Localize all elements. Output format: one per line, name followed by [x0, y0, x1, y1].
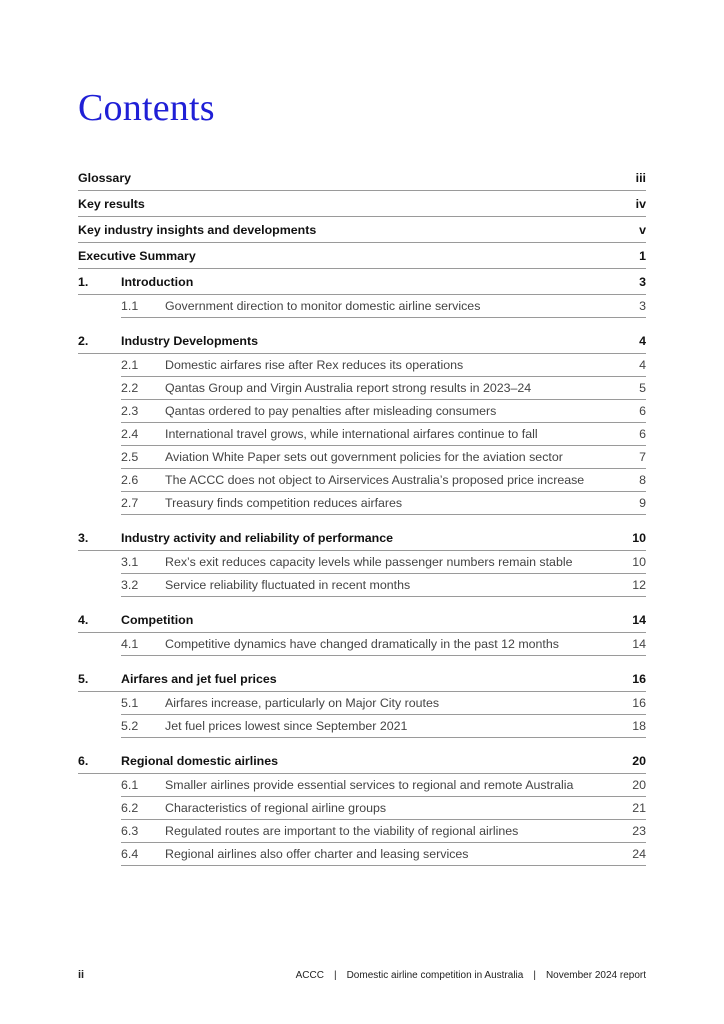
- toc-subsection-6-2[interactable]: [121, 797, 646, 820]
- subsection-label: Airfares increase, particularly on Major City routes: [165, 696, 440, 710]
- subsection-number: 2.1: [121, 358, 139, 372]
- subsection-number: 2.7: [121, 496, 139, 510]
- subsection-page: 16: [632, 696, 646, 710]
- footer-date: November 2024 report: [545, 969, 646, 981]
- subsection-page: 10: [632, 555, 646, 569]
- toc-entry-label: Key industry insights and developments: [78, 222, 317, 237]
- subsection-page: 12: [632, 578, 646, 592]
- page-title: Contents: [78, 87, 215, 129]
- subsection-number: 6.4: [121, 847, 139, 861]
- subsection-number: 2.6: [121, 473, 139, 487]
- section-page: 14: [632, 612, 646, 627]
- page-footer: [78, 967, 646, 983]
- toc-entry-executive-summary[interactable]: [78, 243, 646, 269]
- subsection-label: The ACCC does not object to Airservices Australia’s proposed price increase: [165, 473, 585, 487]
- section-label: Regional domestic airlines: [121, 753, 278, 768]
- footer-separator: |: [533, 969, 536, 981]
- section-number: 1.: [78, 274, 89, 289]
- section-number: 2.: [78, 333, 89, 348]
- subsection-label: Smaller airlines provide essential services to regional and remote Australia: [165, 778, 574, 792]
- toc-section-1[interactable]: [78, 269, 646, 295]
- section-label: Industry activity and reliability of performance: [121, 530, 393, 545]
- subsection-page: 9: [639, 496, 646, 510]
- subsection-page: 5: [639, 381, 646, 395]
- footer-report-title: Domestic airline competition in Australia: [346, 969, 524, 981]
- subsection-page: 8: [639, 473, 646, 487]
- subsection-number: 2.5: [121, 450, 139, 464]
- subsection-page: 18: [632, 719, 646, 733]
- toc-entry-label: Key results: [78, 196, 145, 211]
- section-page: 4: [639, 333, 646, 348]
- subsection-number: 6.3: [121, 824, 139, 838]
- subsection-label: International travel grows, while international airfares continue to fall: [165, 427, 538, 441]
- footer-separator: |: [333, 969, 337, 981]
- toc-section-5[interactable]: [78, 666, 646, 692]
- toc-subsection-2-4[interactable]: [121, 423, 646, 446]
- subsection-number: 3.2: [121, 578, 139, 592]
- subsection-number: 2.2: [121, 381, 139, 395]
- section-label: Industry Developments: [121, 333, 259, 348]
- toc-entry-page: v: [639, 222, 646, 237]
- section-page: 20: [632, 753, 646, 768]
- toc-subsection-5-2[interactable]: [121, 715, 646, 738]
- subsection-label: Competitive dynamics have changed dramatically in the past 12 months: [165, 637, 559, 651]
- subsection-label: Qantas Group and Virgin Australia report strong results in 2023–24: [165, 381, 532, 395]
- toc-section-6[interactable]: [78, 748, 646, 774]
- footer-report-info: [296, 970, 646, 981]
- subsection-page: 20: [632, 778, 646, 792]
- toc-subsection-1-1[interactable]: [121, 295, 646, 318]
- subsection-number: 4.1: [121, 637, 139, 651]
- toc-subsection-2-5[interactable]: [121, 446, 646, 469]
- subsection-page: 4: [639, 358, 646, 372]
- toc-subsection-3-2[interactable]: [121, 574, 646, 597]
- subsection-page: 6: [639, 427, 646, 441]
- subsection-label: Aviation White Paper sets out government policies for the aviation sector: [165, 450, 563, 464]
- toc-entry-key-results[interactable]: [78, 191, 646, 217]
- toc-entry-label: Glossary: [78, 170, 132, 185]
- subsection-label: Government direction to monitor domestic airline services: [165, 299, 481, 313]
- subsection-label: Service reliability fluctuated in recent months: [165, 578, 411, 592]
- section-number: 3.: [78, 530, 89, 545]
- section-number: 4.: [78, 612, 89, 627]
- subsection-label: Domestic airfares rise after Rex reduces its operations: [165, 358, 464, 372]
- section-page: 3: [639, 274, 646, 289]
- subsection-page: 3: [639, 299, 646, 313]
- subsection-page: 6: [639, 404, 646, 418]
- subsection-page: 24: [632, 847, 646, 861]
- footer-page-number: ii: [78, 969, 85, 981]
- toc-entry-key-insights[interactable]: [78, 217, 646, 243]
- footer-org: ACCC: [295, 969, 324, 981]
- subsection-label: Qantas ordered to pay penalties after misleading consumers: [165, 404, 497, 418]
- section-number: 6.: [78, 753, 89, 768]
- toc-subsection-2-3[interactable]: [121, 400, 646, 423]
- subsection-label: Rex’s exit reduces capacity levels while passenger numbers remain stable: [165, 555, 573, 569]
- toc-subsection-5-1[interactable]: [121, 692, 646, 715]
- subsection-label: Jet fuel prices lowest since September 2021: [165, 719, 408, 733]
- section-label: Airfares and jet fuel prices: [121, 671, 277, 686]
- toc-subsection-2-7[interactable]: [121, 492, 646, 515]
- section-label: Introduction: [121, 274, 194, 289]
- subsection-page: 23: [632, 824, 646, 838]
- subsection-page: 7: [639, 450, 646, 464]
- toc-subsection-2-2[interactable]: [121, 377, 646, 400]
- section-page: 16: [632, 671, 646, 686]
- section-label: Competition: [121, 612, 194, 627]
- subsection-number: 2.4: [121, 427, 139, 441]
- subsection-page: 21: [632, 801, 646, 815]
- subsection-number: 6.1: [121, 778, 139, 792]
- toc-entry-page: iii: [635, 170, 646, 185]
- toc-section-4[interactable]: [78, 607, 646, 633]
- toc-entry-glossary[interactable]: [78, 165, 646, 191]
- subsection-label: Regulated routes are important to the viability of regional airlines: [165, 824, 519, 838]
- subsection-label: Treasury finds competition reduces airfares: [165, 496, 403, 510]
- subsection-number: 1.1: [121, 299, 139, 313]
- subsection-number: 5.1: [121, 696, 139, 710]
- table-of-contents: [78, 165, 646, 866]
- section-number: 5.: [78, 671, 89, 686]
- subsection-number: 5.2: [121, 719, 139, 733]
- toc-entry-page: iv: [635, 196, 646, 211]
- toc-subsection-6-4[interactable]: [121, 843, 646, 866]
- toc-section-3[interactable]: [78, 525, 646, 551]
- toc-subsection-2-1[interactable]: [121, 354, 646, 377]
- subsection-number: 2.3: [121, 404, 139, 418]
- toc-subsection-3-1[interactable]: [121, 551, 646, 574]
- toc-section-2[interactable]: [78, 328, 646, 354]
- subsection-label: Characteristics of regional airline groups: [165, 801, 387, 815]
- subsection-number: 3.1: [121, 555, 139, 569]
- toc-entry-page: 1: [639, 248, 646, 263]
- toc-entry-label: Executive Summary: [78, 248, 196, 263]
- toc-subsection-2-6[interactable]: [121, 469, 646, 492]
- subsection-label: Regional airlines also offer charter and leasing services: [165, 847, 469, 861]
- toc-subsection-6-3[interactable]: [121, 820, 646, 843]
- section-page: 10: [632, 530, 646, 545]
- subsection-page: 14: [632, 637, 646, 651]
- subsection-number: 6.2: [121, 801, 139, 815]
- toc-subsection-4-1[interactable]: [121, 633, 646, 656]
- toc-subsection-6-1[interactable]: [121, 774, 646, 797]
